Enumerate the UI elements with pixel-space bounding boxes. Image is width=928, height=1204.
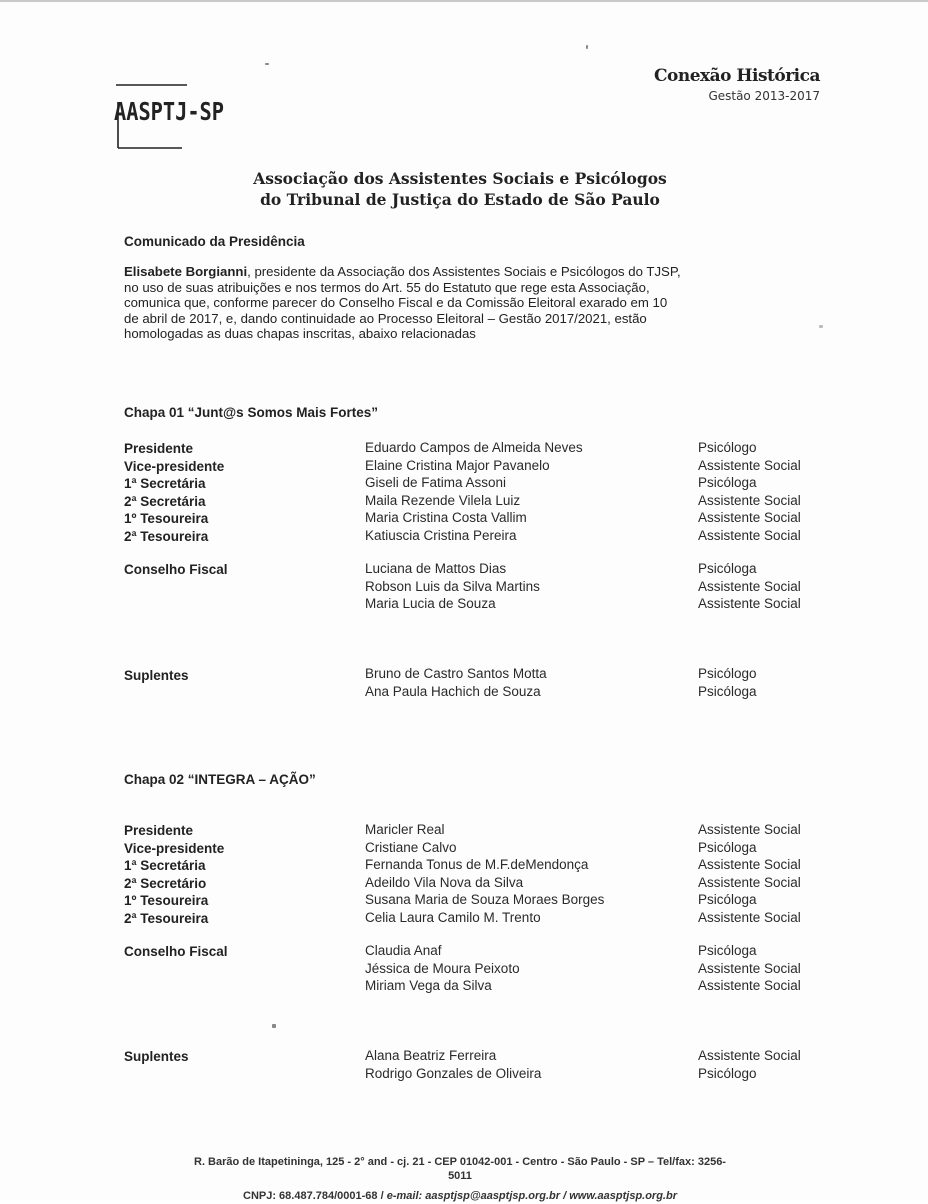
chapa1-suplentes-label: Suplentes: [124, 668, 189, 683]
communique-line-4: de abril de 2017, e, dando continuidade ao Processo Eleitoral – Gestão 2017/2021, estão: [124, 310, 647, 326]
member-name: Susana Maria de Souza Moraes Borges: [365, 892, 605, 907]
communique-line-2: no uso de suas atribuições e nos termos do Art. 55 do Estatuto que rege esta Associação,: [124, 279, 650, 295]
member-name: Giseli de Fatima Assoni: [365, 475, 507, 490]
role-label: 1º Tesoureira: [124, 893, 209, 908]
footer-website: / www.aasptjsp.org.br: [560, 1190, 677, 1202]
chapa1-suplentes-names: [365, 665, 547, 700]
header-brand: [640, 66, 820, 103]
chapa1-professions: [698, 439, 801, 544]
role-label: 1ª Secretária: [124, 476, 206, 491]
chapa2-suplentes-professions: [698, 1047, 801, 1082]
communique-line-5: homologadas as duas chapas inscritas, abaixo relacionadas: [124, 326, 476, 341]
member-name: Cristiane Calvo: [365, 839, 457, 855]
communique-heading: Comunicado da Presidência: [124, 234, 305, 249]
member-profession: Psicóloga: [698, 943, 757, 958]
member-profession: Assistente Social: [698, 874, 801, 890]
member-profession: Psicóloga: [698, 839, 757, 855]
member-name: Robson Luis da Silva Martins: [365, 578, 540, 594]
page-top-edge: [0, 0, 928, 2]
scan-speck: [819, 325, 823, 328]
scan-speck: [265, 63, 269, 65]
role-label: 2ª Tesoureira: [124, 528, 209, 544]
footer-email: e-mail: aasptjsp@aasptjsp.org.br: [386, 1190, 561, 1202]
brand-subtitle: Gestão 2013-2017: [708, 89, 820, 103]
member-profession: Psicólogo: [698, 440, 757, 455]
chapa1-fiscal-names: [365, 560, 540, 613]
member-profession: Assistente Social: [698, 857, 801, 872]
member-name: Fernanda Tonus de M.F.deMendonça: [365, 857, 589, 872]
member-profession: Assistente Social: [698, 527, 801, 543]
chapa2-professions: [698, 821, 801, 926]
communique-line-3: comunica que, conforme parecer do Conselho Fiscal e da Comissão Eleitoral exarado em 10: [124, 295, 668, 310]
logo-text: AASPTJ-SP: [114, 97, 224, 126]
chapa2-suplentes-label: Suplentes: [124, 1049, 189, 1064]
member-profession: Assistente Social: [698, 822, 801, 837]
member-profession: Assistente Social: [698, 978, 801, 993]
member-name: Miriam Vega da Silva: [365, 978, 492, 993]
member-profession: Assistente Social: [698, 596, 801, 611]
role-label: Presidente: [124, 441, 194, 456]
member-name: Rodrigo Gonzales de Oliveira: [365, 1065, 542, 1081]
member-name: Claudia Anaf: [365, 943, 442, 958]
scan-speck: [586, 45, 588, 49]
member-profession: Psicóloga: [698, 475, 757, 490]
chapa2-names: [365, 821, 604, 926]
chapa2-fiscal-label: Conselho Fiscal: [124, 944, 228, 959]
member-name: Maria Cristina Costa Vallim: [365, 510, 527, 525]
footer-line-1: R. Barão de Itapetininga, 125 - 2° and - cj. 21 - CEP 01042-001 - Centro - São Paulo - SP – Tel/fax: 3256-: [194, 1156, 726, 1168]
chapa1-fiscal-label: Conselho Fiscal: [124, 562, 228, 577]
role-label: 2ª Tesoureira: [124, 910, 209, 926]
member-profession: Assistente Social: [698, 510, 801, 525]
member-profession: Assistente Social: [698, 909, 801, 925]
chapa2-roles: [124, 822, 224, 927]
footer-line-2: 5011: [448, 1169, 472, 1182]
communique-body: [124, 264, 784, 342]
communique-line-1: , presidente da Associação dos Assistentes Sociais e Psicólogos do TJSP,: [247, 264, 681, 279]
chapa1-heading: Chapa 01 “Junt@s Somos Mais Fortes”: [124, 405, 378, 420]
member-profession: Assistente Social: [698, 960, 801, 976]
member-profession: Psicóloga: [698, 892, 757, 907]
chapa2-fiscal-professions: [698, 942, 801, 995]
role-label: Vice-presidente: [124, 458, 225, 474]
chapa2-fiscal-names: [365, 942, 520, 995]
member-profession: Assistente Social: [698, 1048, 801, 1063]
member-name: Maricler Real: [365, 822, 445, 837]
member-profession: Assistente Social: [698, 457, 801, 473]
member-name: Katiuscia Cristina Pereira: [365, 527, 517, 543]
member-profession: Psicólogo: [698, 666, 757, 681]
role-label: 2ª Secretário: [124, 875, 207, 891]
member-name: Eduardo Campos de Almeida Neves: [365, 440, 583, 455]
chapa2-heading: Chapa 02 “INTEGRA – AÇÃO”: [124, 772, 316, 787]
member-name: Ana Paula Hachich de Souza: [365, 683, 541, 699]
member-profession: Psicólogo: [698, 1065, 757, 1081]
member-name: Jéssica de Moura Peixoto: [365, 960, 520, 976]
role-label: Presidente: [124, 823, 194, 838]
member-name: Luciana de Mattos Dias: [365, 561, 507, 576]
chapa1-names: [365, 439, 583, 544]
chapa1-suplentes-professions: [698, 665, 757, 700]
member-name: Maria Lucia de Souza: [365, 596, 496, 611]
communique-author: Elisabete Borgianni: [124, 264, 248, 279]
aasptj-logo: [112, 80, 232, 152]
member-name: Elaine Cristina Major Pavanelo: [365, 457, 550, 473]
chapa2-suplentes-names: [365, 1047, 541, 1082]
footer-cnpj: CNPJ: 68.487.784/0001-68 /: [243, 1190, 387, 1202]
role-label: Vice-presidente: [124, 840, 225, 856]
title-line-1: Associação dos Assistentes Sociais e Psicólogos: [253, 169, 667, 188]
chapa1-fiscal-professions: [698, 560, 801, 613]
member-name: Adeildo Vila Nova da Silva: [365, 874, 524, 890]
brand-title: Conexão Histórica: [653, 66, 820, 86]
title-line-2: do Tribunal de Justiça do Estado de São Paulo: [260, 190, 660, 209]
member-profession: Assistente Social: [698, 578, 801, 594]
member-name: Celia Laura Camilo M. Trento: [365, 909, 541, 925]
scan-speck: [272, 1024, 276, 1028]
chapa1-roles: [124, 440, 224, 545]
role-label: 2ª Secretária: [124, 493, 206, 509]
member-name: Alana Beatriz Ferreira: [365, 1048, 497, 1063]
member-profession: Assistente Social: [698, 492, 801, 508]
document-title: [150, 168, 770, 210]
member-name: Maila Rezende Vilela Luiz: [365, 492, 521, 508]
member-profession: Psicóloga: [698, 561, 757, 576]
footer-contact: [120, 1190, 800, 1204]
role-label: 1ª Secretária: [124, 858, 206, 873]
member-name: Bruno de Castro Santos Motta: [365, 666, 547, 681]
footer-address: [120, 1156, 800, 1204]
role-label: 1º Tesoureira: [124, 511, 209, 526]
member-profession: Psicóloga: [698, 683, 757, 699]
